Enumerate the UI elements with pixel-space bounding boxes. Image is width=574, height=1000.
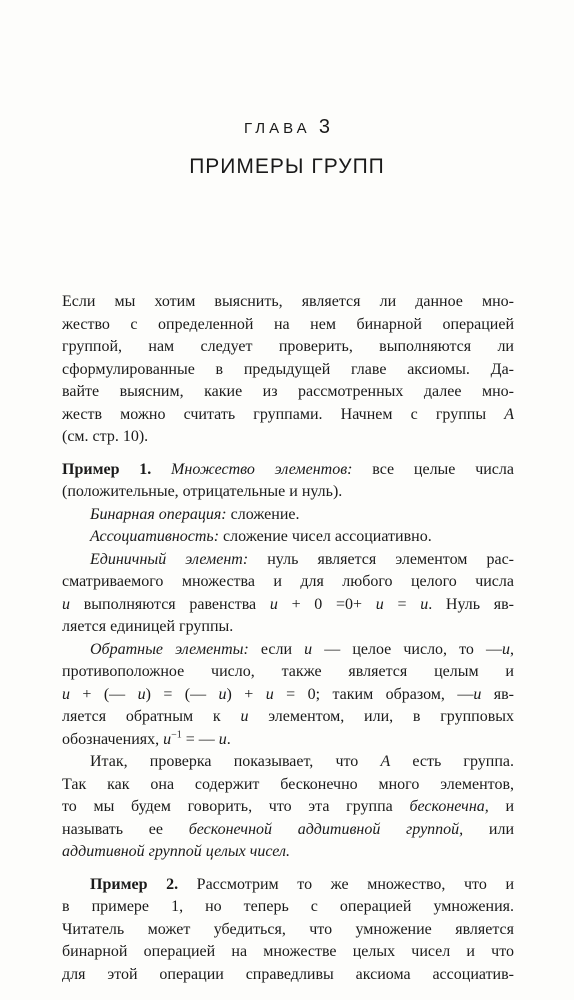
text-line: для этой операции справедливы аксиома ассоциатив-	[62, 965, 514, 983]
chapter-title: ПРИМЕРЫ ГРУПП	[189, 155, 385, 178]
italic-text: u	[269, 595, 278, 613]
text-line: ляется обратным к u элементом, или, в групповых	[62, 708, 515, 725]
text-line: Итак, проверка показывает, что A есть группа.	[90, 753, 514, 770]
italic-text: Ассоциативность:	[90, 528, 220, 545]
text-line: Единичный элемент: нуль является элементом рас-	[90, 550, 514, 568]
italic-text: Единичный элемент:	[90, 550, 249, 568]
paragraph-gap	[62, 449, 514, 459]
text-line: называть ее бесконечной аддитивной группой, или	[62, 820, 515, 838]
text-line: в примере 1, но теперь с операцией умножения.	[62, 898, 514, 915]
italic-text: Бинарная операция:	[90, 505, 227, 523]
italic-text: бесконечной аддитивной группой,	[188, 820, 464, 838]
chapter-label	[0, 116, 574, 139]
text-line: Обратные элементы: если u — целое число, то —u,	[90, 640, 515, 658]
chapter-number: 3	[318, 116, 330, 138]
italic-text: бесконечна,	[409, 798, 489, 815]
italic-text: Множество элементов:	[171, 460, 353, 478]
italic-text: u	[502, 640, 511, 658]
text-line: u + (— u) = (— u) + u = 0; таким образом, —u яв-	[62, 685, 514, 703]
bold-text: Пример 2.	[90, 875, 179, 893]
text-line: обозначениях, $u^{-1}$ = — u.	[62, 729, 231, 748]
italic-text: u	[218, 685, 227, 703]
chapter-label-text: ГЛАВА	[244, 120, 311, 137]
bold-text: Пример 1.	[62, 460, 152, 478]
text-line: (положительные, отрицательные и нуль).	[62, 483, 343, 500]
text-line: жеств можно считать группами. Начнем с группы A	[62, 405, 514, 423]
italic-text: аддитивной группой целых чисел.	[62, 843, 290, 860]
italic-text: A	[504, 405, 514, 423]
text-line: сформулированные в предыдущей главе аксиомы. Да-	[62, 360, 514, 378]
text-line: u выполняются равенства u + 0 =0+ u = u. Нуль яв-	[62, 595, 515, 613]
italic-text: u	[137, 685, 146, 703]
text-line: (см. стр. 10).	[62, 428, 149, 445]
text-line: жество с определенной на нем бинарной операцией	[62, 315, 514, 333]
text-line: вайте выясним, какие из рассмотренных далее мно-	[62, 383, 514, 400]
italic-text: A	[380, 753, 391, 770]
body-text	[62, 291, 514, 986]
italic-text: u	[62, 685, 70, 703]
text-line: Так как она содержит бесконечно много элементов,	[62, 775, 514, 793]
text-line: Ассоциативность: сложение чисел ассоциативно.	[90, 528, 432, 545]
text-line: Пример 1. Множество элементов: все целые числа	[62, 460, 514, 478]
italic-text: Обратные элементы:	[90, 640, 249, 658]
text-line: сматриваемого множества и для любого целого числа	[62, 573, 514, 590]
text-line: Бинарная операция: сложение.	[90, 505, 300, 523]
italic-text: u	[375, 595, 384, 613]
italic-text: u	[304, 640, 313, 658]
text-line: ляется единицей группы.	[62, 618, 234, 635]
italic-text: u	[473, 685, 482, 703]
superscript: −1	[171, 729, 182, 741]
italic-text: u	[265, 685, 274, 703]
text-line: Пример 2. Рассмотрим то же множество, что и	[90, 875, 515, 893]
text-line: то мы будем говорить, что эта группа бесконечна, и	[62, 798, 515, 815]
italic-text: u	[240, 708, 249, 725]
text-line: противоположное число, также является целым и	[62, 663, 514, 680]
paragraph-gap	[62, 864, 514, 874]
text-line: группой, нам следует проверить, выполняются ли	[62, 338, 514, 355]
italic-text: u	[62, 595, 70, 613]
text-line: Если мы хотим выяснить, является ли данное мно-	[62, 293, 514, 310]
text-line	[62, 841, 514, 864]
text-line: Читатель может убедиться, что умножение является	[62, 920, 514, 938]
text-line: бинарной операцией на множестве целых чисел и что	[62, 943, 514, 960]
italic-text: u	[420, 595, 429, 613]
italic-text: u	[163, 730, 172, 748]
italic-text: u	[218, 730, 227, 748]
